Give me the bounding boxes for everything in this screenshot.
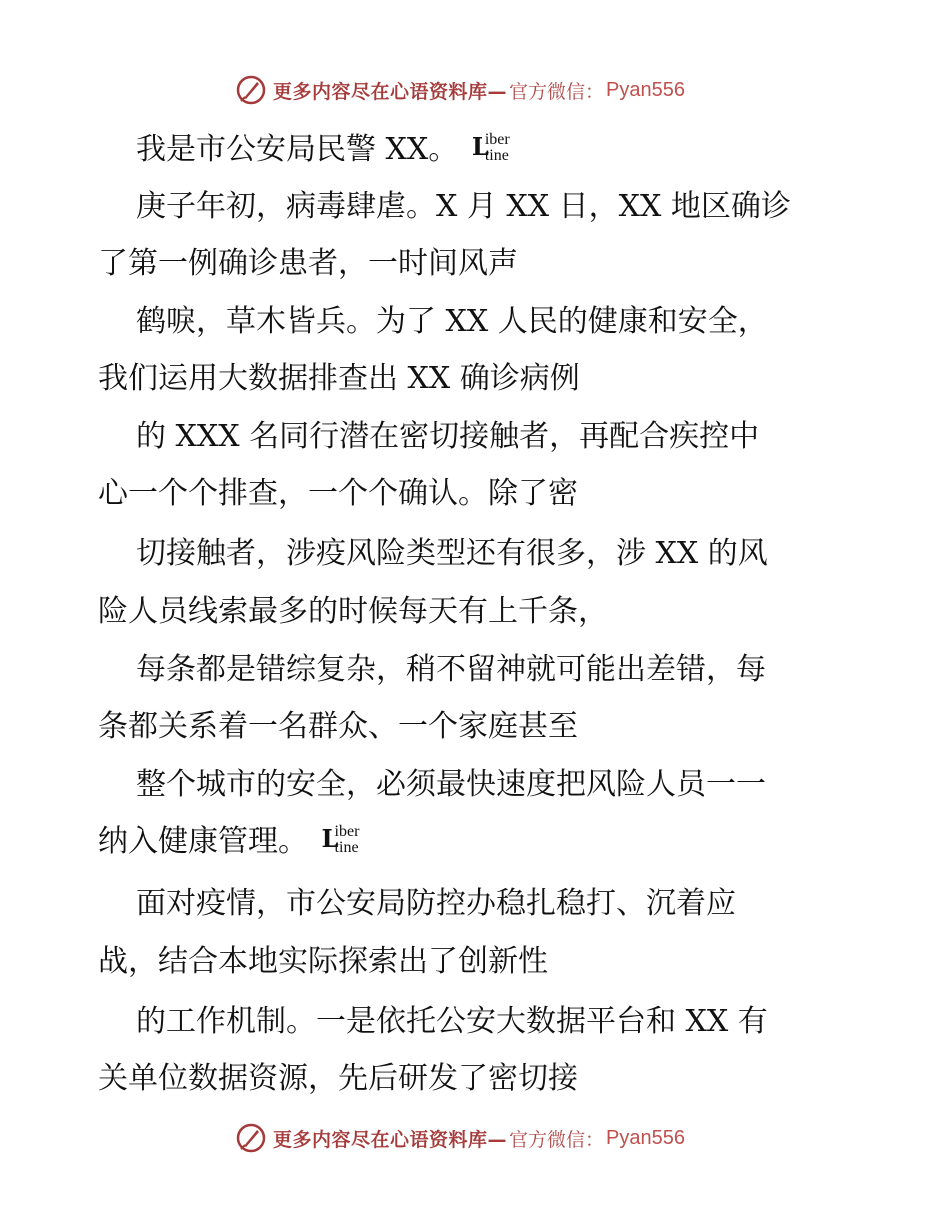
text-line-content: 我们运用大数据排查出 XX 确诊病例 [98, 361, 580, 396]
text-line-content: 我是市公安局民警 XX。 [136, 132, 459, 167]
text-line-content: 纳入健康管理。 [98, 824, 308, 859]
quill-logo-icon [235, 74, 267, 106]
text-line-content: 鹤唳，草木皆兵。为了 XX 人民的健康和安全， [136, 304, 768, 339]
watermark-wechat-label: 官方微信： [509, 1128, 605, 1151]
stamp-bottom: tine [334, 839, 359, 856]
text-line [0, 822, 950, 862]
text-line [0, 359, 950, 399]
watermark-text: 更多内容尽在心语资料库— [273, 1128, 508, 1151]
text-line [0, 534, 950, 574]
libertine-stamp [472, 130, 520, 170]
watermark-wechat-id: Pyan556 [606, 78, 685, 101]
text-line-content: 的工作机制。一是依托公安大数据平台和 XX 有 [136, 1004, 768, 1039]
quill-logo-icon [235, 1122, 267, 1154]
text-line-content: 每条都是错综复杂，稍不留神就可能出差错，每 [136, 652, 766, 687]
stamp-top: iber [484, 131, 510, 148]
text-line [0, 650, 950, 690]
text-line [0, 187, 950, 227]
text-line [0, 417, 950, 457]
text-line [0, 884, 950, 924]
text-line [0, 942, 950, 982]
text-line [0, 244, 950, 284]
stamp-top: iber [334, 823, 360, 840]
text-line [0, 1002, 950, 1042]
text-line-content: 心一个个排查，一个个确认。除了密 [98, 476, 578, 511]
watermark-wechat-label: 官方微信： [509, 80, 605, 103]
text-line-content: 整个城市的安全，必须最快速度把风险人员一一 [136, 767, 766, 802]
stamp-bottom: tine [484, 147, 509, 164]
watermark-wechat-id: Pyan556 [606, 1126, 685, 1149]
watermark-text: 更多内容尽在心语资料库— [273, 80, 508, 103]
text-line [0, 474, 950, 514]
text-line-content: 险人员线索最多的时候每天有上千条， [98, 594, 608, 629]
text-line [0, 765, 950, 805]
text-line-content: 了第一例确诊患者，一时间风声 [98, 246, 518, 281]
text-line-content: 战，结合本地实际探索出了创新性 [98, 944, 548, 979]
text-line [0, 1059, 950, 1099]
stamp-big-letter: L [321, 824, 339, 853]
watermark-footer [235, 1122, 685, 1154]
text-line [0, 592, 950, 632]
text-line-content: 面对疫情，市公安局防控办稳扎稳打、沉着应 [136, 886, 736, 921]
watermark-header [235, 74, 685, 106]
text-line [0, 707, 950, 747]
text-line [0, 130, 950, 170]
stamp-big-letter: L [471, 132, 489, 161]
text-line-content: 关单位数据资源，先后研发了密切接 [98, 1061, 578, 1096]
text-line [0, 302, 950, 342]
text-line-content: 条都关系着一名群众、一个家庭甚至 [98, 709, 578, 744]
libertine-stamp [322, 822, 370, 862]
text-line-content: 庚子年初，病毒肆虐。X 月 XX 日，XX 地区确诊 [136, 189, 791, 224]
text-line-content: 的 XXX 名同行潜在密切接触者，再配合疾控中 [136, 419, 760, 454]
text-line-content: 切接触者，涉疫风险类型还有很多，涉 XX 的风 [136, 536, 768, 571]
